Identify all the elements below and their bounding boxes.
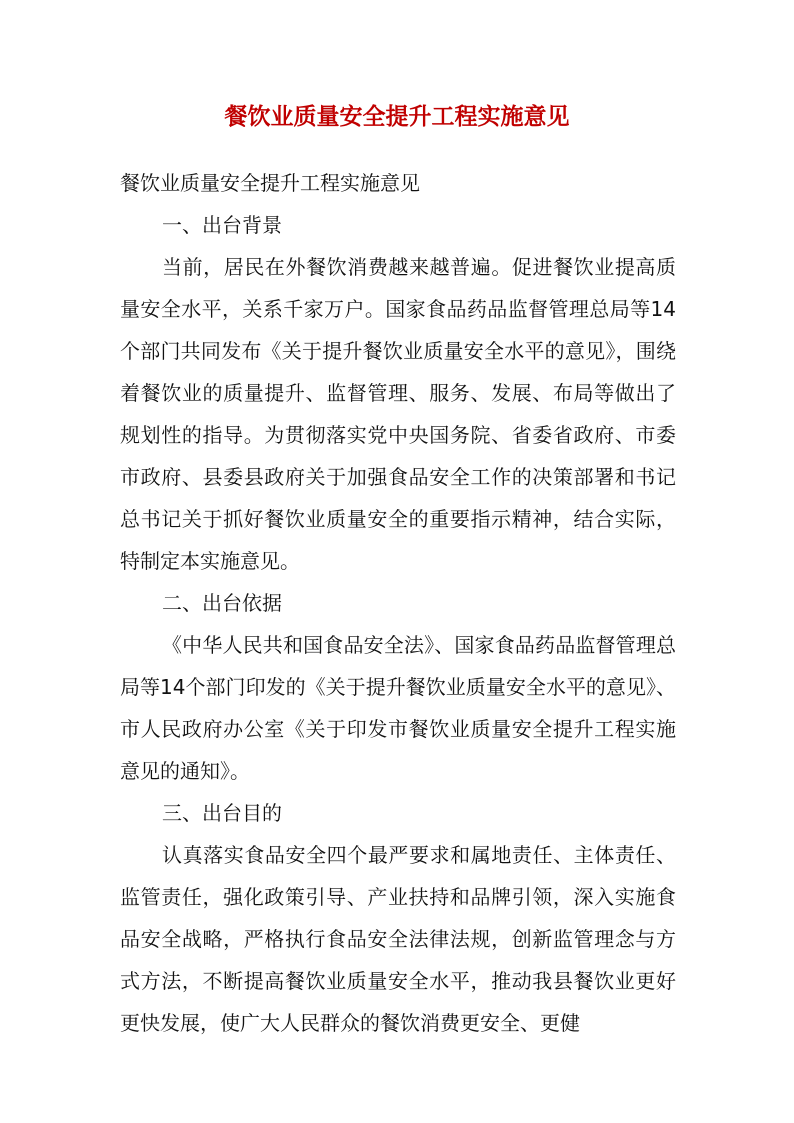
document-title: 餐饮业质量安全提升工程实施意见 bbox=[224, 103, 570, 130]
section-paragraph-purpose: 认真落实食品安全四个最严要求和属地责任、主体责任、监管责任，强化政策引导、产业扶持和品牌引领，深入实施食品安全战略，严格执行食品安全法律法规，创新监管理念与方式方法，不断提高餐饮业质量安全水平，推动我县餐饮业更好更快发展，使广大人民群众的餐饮消费更安全、更健 bbox=[120, 843, 676, 1035]
section-paragraph-background: 当前，居民在外餐饮消费越来越普遍。促进餐饮业提高质量安全水平，关系千家万户。国家食品药品监督管理总局等14个部门共同发布《关于提升餐饮业质量安全水平的意见》，围绕着餐饮业的质量提升、监督管理、服务、发展、布局等做出了规划性的指导。为贯彻落实党中央国务院、省委省政府、市委市政府、县委县政府关于加强食品安全工作的决策部署和书记总书记关于抓好餐饮业质量安全的重要指示精神，结合实际，特制定本实施意见。 bbox=[120, 255, 676, 573]
document-subtitle: 餐饮业质量安全提升工程实施意见 bbox=[120, 171, 420, 195]
section-heading-purpose: 三、出台目的 bbox=[162, 801, 282, 825]
section-heading-background: 一、出台背景 bbox=[162, 213, 282, 237]
section-paragraph-basis: 《中华人民共和国食品安全法》、国家食品药品监督管理总局等14个部门印发的《关于提升餐饮业质量安全水平的意见》、市人民政府办公室《关于印发市餐饮业质量安全提升工程实施意见的通知》。 bbox=[120, 633, 676, 783]
section-heading-basis: 二、出台依据 bbox=[162, 591, 282, 615]
document-body bbox=[120, 162, 676, 1044]
